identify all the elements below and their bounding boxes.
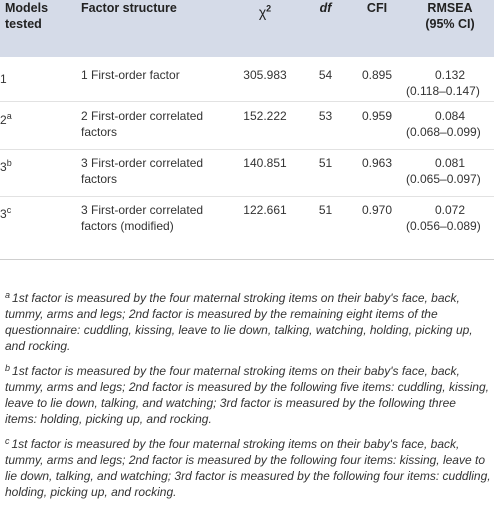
- footnote-mark: a: [5, 290, 11, 300]
- cell-model: [0, 57, 81, 102]
- cell-cfi: 0.895: [361, 68, 393, 82]
- cell-factor-structure: 1 First-order factor: [81, 68, 180, 82]
- footnote-a: [5, 287, 491, 354]
- cell-model: [0, 102, 81, 150]
- table-row: [0, 197, 494, 260]
- header-df-label: df: [319, 1, 332, 15]
- cell-df: 51: [303, 150, 348, 197]
- cell-df: 53: [303, 102, 348, 150]
- footnote-text: 1st factor is measured by the four maternal stroking items on their baby's face, back, tummy, arms and legs; 2nd factor is measured by the remaining eight items of the questionnaire: cuddling, kissing, leave to lie down, talking, watching, holding, picking up, and rocking.: [5, 291, 473, 353]
- header-rmsea: [406, 0, 494, 57]
- header-models-label: Models tested: [5, 1, 49, 31]
- header-chi-symbol: χ: [258, 3, 267, 20]
- header-rmsea-label: RMSEA: [427, 1, 473, 15]
- cell-rmsea: [406, 57, 494, 102]
- header-cfi-label: CFI: [366, 1, 388, 15]
- rmsea-value: 0.072: [434, 203, 466, 217]
- cell-cfi: 0.963: [348, 150, 406, 197]
- header-factor-structure: [81, 0, 227, 57]
- cell-rmsea: [406, 102, 494, 150]
- cell-model: [0, 197, 81, 260]
- header-df: [303, 0, 348, 57]
- footnote-mark: c: [5, 436, 10, 446]
- model-number: 1: [0, 72, 7, 86]
- cell-factor-structure: 3 First-order correlated factors (modified): [81, 197, 227, 260]
- header-factor-label: Factor structure: [81, 1, 177, 15]
- footnote-b: [5, 360, 491, 427]
- cell-factor-structure: 3 First-order correlated factors: [81, 150, 227, 197]
- table-footnotes: [5, 287, 491, 506]
- table-header-row: [0, 0, 494, 57]
- header-chi-superscript: 2: [266, 3, 272, 13]
- cell-chi-square: 140.851: [227, 150, 303, 197]
- cell-df: 51: [303, 197, 348, 260]
- cell-cfi: 0.959: [348, 102, 406, 150]
- cell-df: 54: [318, 68, 333, 82]
- table-row: [0, 57, 494, 102]
- footnote-mark: b: [5, 363, 11, 373]
- header-chi-square: [227, 0, 303, 57]
- rmsea-ci: (0.065–0.097): [406, 172, 481, 186]
- footnote-text: 1st factor is measured by the four maternal stroking items on their baby's face, back, tummy, arms and legs; 2nd factor is measured by the following four items: kissing, leave to lie down, talking, and watching; 3rd factor is measured by the following four items: cuddling, holding, picking up, and rocking.: [5, 437, 491, 499]
- rmsea-ci: (0.068–0.099): [406, 125, 481, 139]
- cell-rmsea: [406, 197, 494, 260]
- footnote-c: [5, 433, 491, 500]
- rmsea-value: 0.081: [434, 156, 466, 170]
- model-number: 2: [0, 113, 7, 127]
- cell-chi-square: 122.661: [227, 197, 303, 260]
- model-footnote-mark: b: [6, 158, 12, 168]
- table-row: [0, 150, 494, 197]
- model-footnote-mark: c: [6, 205, 12, 215]
- cell-rmsea: [406, 150, 494, 197]
- header-rmsea-ci-label: (95% CI): [425, 17, 475, 31]
- rmsea-ci: (0.118–0.147): [406, 84, 480, 98]
- footnote-text: 1st factor is measured by the four maternal stroking items on their baby's face, back, tummy, arms and legs; 2nd factor is measured by the following five items: cuddling, kissing, leave to lie down, talking, and watching; 3rd factor is measured by the following three items: holding, picking up, and rocking.: [5, 364, 489, 426]
- cell-chi-square: 152.222: [227, 102, 303, 150]
- cell-factor-structure: 2 First-order correlated factors: [81, 102, 227, 150]
- table-row: [0, 102, 494, 150]
- header-models-tested: [0, 0, 81, 57]
- header-cfi: [348, 0, 406, 57]
- cell-cfi: 0.970: [348, 197, 406, 260]
- rmsea-ci: (0.056–0.089): [406, 219, 481, 233]
- cell-chi-square: 305.983: [243, 68, 287, 82]
- model-number: 3: [0, 160, 7, 174]
- model-footnote-mark: a: [6, 111, 12, 121]
- rmsea-value: 0.084: [434, 109, 466, 123]
- cell-model: [0, 150, 81, 197]
- model-number: 3: [0, 207, 7, 221]
- rmsea-value: 0.132: [434, 68, 466, 82]
